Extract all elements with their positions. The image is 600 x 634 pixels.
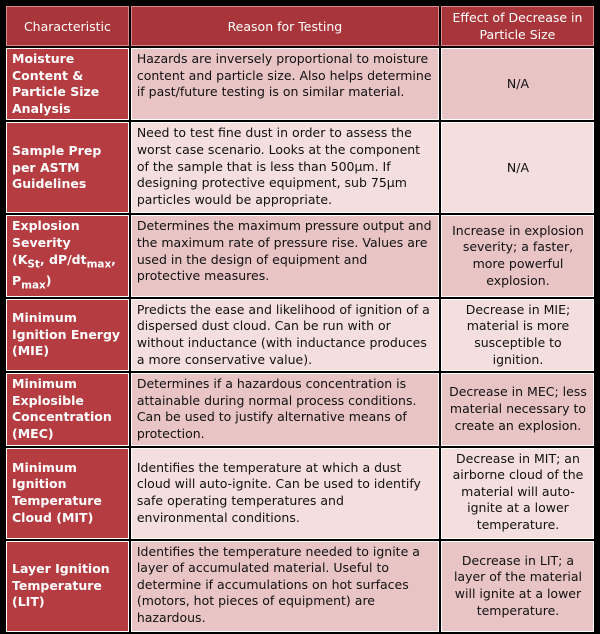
effect-cell: Decrease in MIT; an airborne cloud of the material will auto-ignite at a lower temperature. — [441, 448, 594, 539]
reason-cell: Identifies the temperature at which a dust cloud will auto-ignite. Can be used to identify safe operating temperatures and environmental conditions. — [131, 448, 439, 539]
characteristic-cell: Minimum Ignition Temperature Cloud (MIT) — [6, 448, 129, 539]
header-effect: Effect of Decrease in Particle Size — [441, 6, 594, 46]
reason-cell: Determines if a hazardous concentration is attainable during normal process conditions. Can be used to justify alternative means of protection. — [131, 373, 439, 445]
table-row — [6, 299, 594, 371]
table-row — [6, 541, 594, 632]
dust-testing-table — [4, 4, 596, 634]
characteristic-cell: Moisture Content & Particle Size Analysis — [6, 48, 129, 120]
table-row — [6, 373, 594, 445]
reason-cell: Identifies the temperature needed to ignite a layer of accumulated material. Useful to determine if accumulations on hot surfaces (motors, hot pieces of equipment) are hazardous. — [131, 541, 439, 632]
header-row — [6, 6, 594, 46]
effect-cell: Increase in explosion severity; a faster, more powerful explosion. — [441, 215, 594, 296]
table-frame — [4, 4, 596, 624]
characteristic-subscript: St — [27, 258, 40, 271]
reason-cell: Predicts the ease and likelihood of ignition of a dispersed dust cloud. Can be run with or without inductance (with inductance produces a more conservative value). — [131, 299, 439, 371]
table-row — [6, 122, 594, 213]
characteristic-cell: Layer Ignition Temperature (LIT) — [6, 541, 129, 632]
reason-cell: Determines the maximum pressure output and the maximum rate of pressure rise. Values are used in the design of equipment and protective measures. — [131, 215, 439, 296]
characteristic-label: Explosion Severity — [12, 218, 80, 250]
characteristic-cell: Minimum Ignition Energy (MIE) — [6, 299, 129, 371]
header-characteristic: Characteristic — [6, 6, 129, 46]
characteristic-subscript: max — [21, 279, 46, 292]
table-row — [6, 48, 594, 120]
reason-cell: Need to test fine dust in order to assess the worst case scenario. Looks at the component of the sample that is less than 500µm. If designing protective equipment, sub 75µm particles would be appropriate. — [131, 122, 439, 213]
table-row — [6, 448, 594, 539]
characteristic-cell: Minimum Explosible Concentration (MEC) — [6, 373, 129, 445]
characteristic-cell — [6, 215, 129, 296]
characteristic-label: , P — [12, 251, 116, 288]
characteristic-label: (K — [12, 251, 28, 267]
characteristic-cell: Sample Prep per ASTM Guidelines — [6, 122, 129, 213]
effect-cell: N/A — [441, 48, 594, 120]
table-row — [6, 215, 594, 296]
characteristic-label: ) — [45, 272, 52, 288]
characteristic-subscript: max — [86, 258, 112, 271]
characteristic-label: , dP/dt — [39, 251, 87, 267]
effect-cell: Decrease in MEC; less material necessary to create an explosion. — [441, 373, 594, 445]
reason-cell: Hazards are inversely proportional to moisture content and particle size. Also helps determine if past/future testing is on similar material. — [131, 48, 439, 120]
effect-cell: N/A — [441, 122, 594, 213]
effect-cell: Decrease in MIE; material is more susceptible to ignition. — [441, 299, 594, 371]
header-reason: Reason for Testing — [131, 6, 439, 46]
effect-cell: Decrease in LIT; a layer of the material will ignite at a lower temperature. — [441, 541, 594, 632]
